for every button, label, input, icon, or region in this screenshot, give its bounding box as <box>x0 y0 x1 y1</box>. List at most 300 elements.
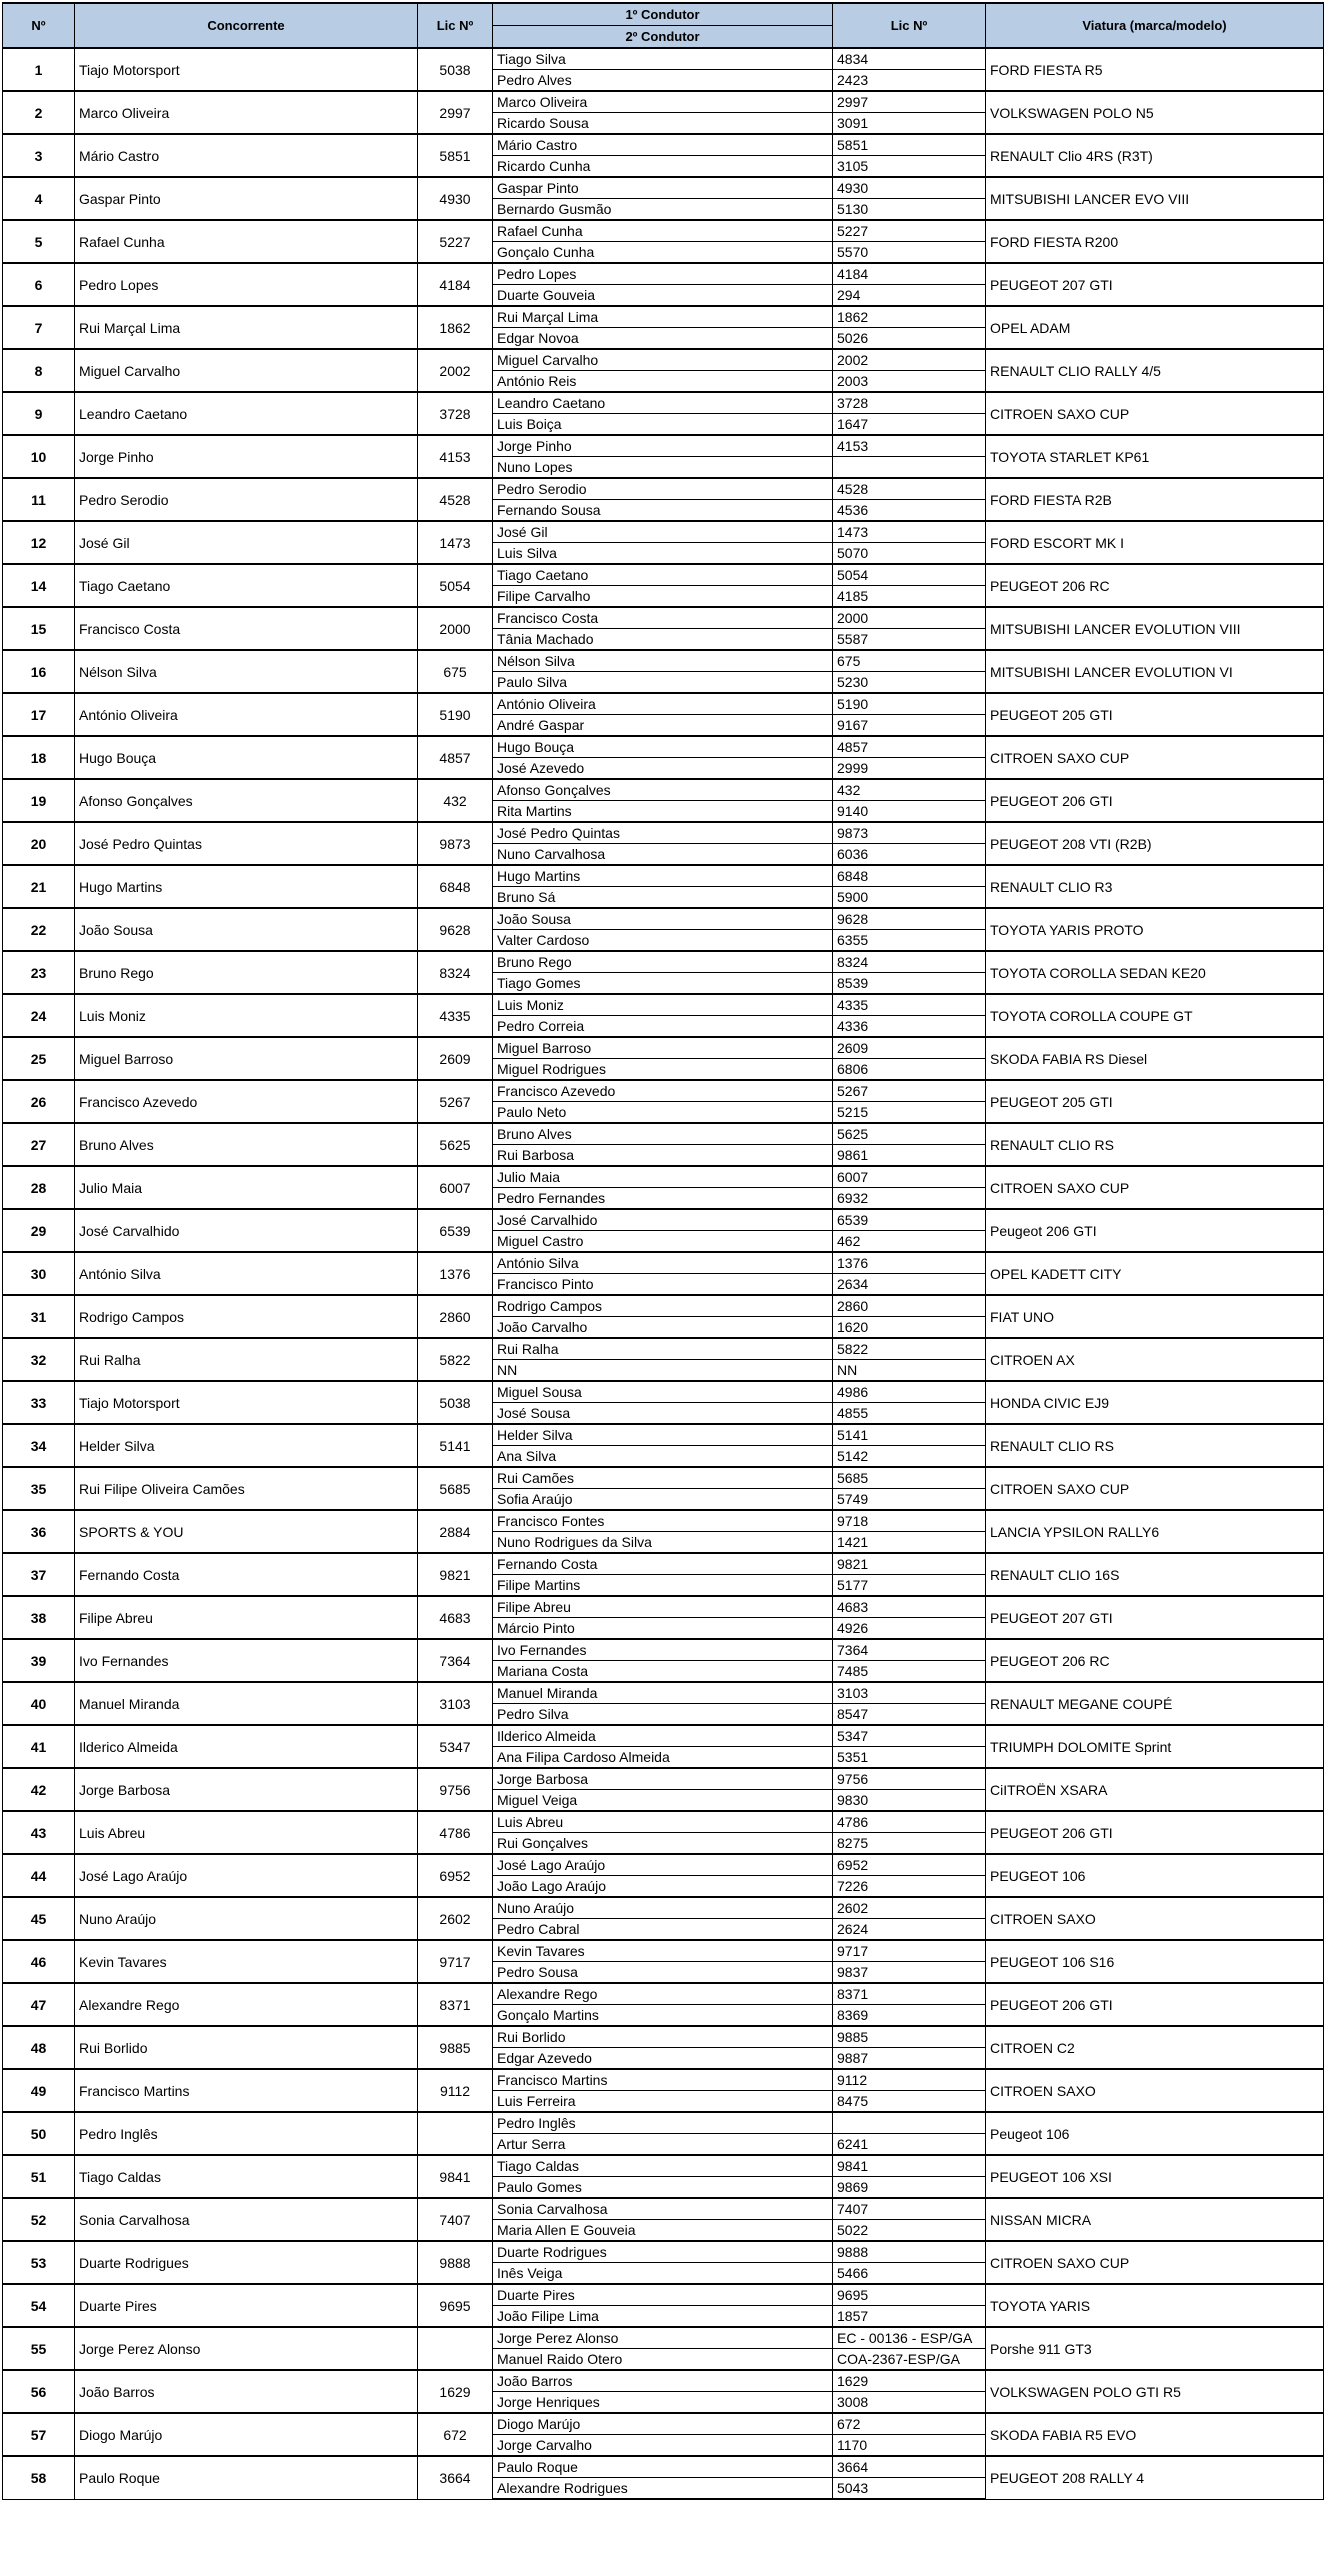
driver-2-name: Sofia Araújo <box>493 1489 833 1511</box>
driver-1-license: 9717 <box>833 1940 986 1962</box>
driver-1-name: José Lago Araújo <box>493 1854 833 1876</box>
competitor-name: Tiajo Motorsport <box>75 1381 418 1424</box>
competitor-name: José Gil <box>75 521 418 564</box>
driver-1-license: 9695 <box>833 2284 986 2306</box>
car-model: FORD FIESTA R2B <box>986 478 1324 521</box>
driver-2-license: 3105 <box>833 156 986 178</box>
competitor-name: Miguel Barroso <box>75 1037 418 1080</box>
driver-2-license: 9837 <box>833 1962 986 1984</box>
driver-1-name: Francisco Costa <box>493 607 833 629</box>
competitor-license: 5054 <box>418 564 493 607</box>
car-model: FORD FIESTA R200 <box>986 220 1324 263</box>
driver-1-license: 4930 <box>833 177 986 199</box>
driver-2-name: António Reis <box>493 371 833 393</box>
header-number: Nº <box>3 3 75 48</box>
table-row <box>3 1682 1324 1704</box>
table-row <box>3 1123 1324 1145</box>
driver-1-name: Pedro Inglês <box>493 2112 833 2134</box>
competitor-license: 9821 <box>418 1553 493 1596</box>
table-row <box>3 1725 1324 1747</box>
car-model: PEUGEOT 106 XSI <box>986 2155 1324 2198</box>
car-model: PEUGEOT 206 GTI <box>986 1983 1324 2026</box>
car-model: PEUGEOT 205 GTI <box>986 693 1324 736</box>
driver-1-license: 4335 <box>833 994 986 1016</box>
driver-1-license: 9873 <box>833 822 986 844</box>
competitor-name: Francisco Costa <box>75 607 418 650</box>
entry-number: 58 <box>3 2456 75 2499</box>
entry-number: 29 <box>3 1209 75 1252</box>
competitor-license: 9756 <box>418 1768 493 1811</box>
car-model: CITROEN C2 <box>986 2026 1324 2069</box>
driver-2-name: André Gaspar <box>493 715 833 737</box>
entry-number: 41 <box>3 1725 75 1768</box>
competitor-name: Nélson Silva <box>75 650 418 693</box>
driver-1-license: 1376 <box>833 1252 986 1274</box>
table-row <box>3 134 1324 156</box>
driver-2-name: Pedro Cabral <box>493 1919 833 1941</box>
entry-number: 30 <box>3 1252 75 1295</box>
table-row <box>3 779 1324 801</box>
driver-1-license: 675 <box>833 650 986 672</box>
header-competitor: Concorrente <box>75 3 418 48</box>
car-model: TOYOTA COROLLA COUPE GT <box>986 994 1324 1037</box>
competitor-license: 7364 <box>418 1639 493 1682</box>
entry-number: 32 <box>3 1338 75 1381</box>
driver-2-license: 8369 <box>833 2005 986 2027</box>
competitor-name: Jorge Barbosa <box>75 1768 418 1811</box>
table-row <box>3 2284 1324 2306</box>
entry-number: 31 <box>3 1295 75 1338</box>
driver-1-license: 4834 <box>833 48 986 70</box>
car-model: CITROEN SAXO CUP <box>986 1166 1324 1209</box>
table-row <box>3 693 1324 715</box>
driver-2-license: 2624 <box>833 1919 986 1941</box>
driver-2-license: 8547 <box>833 1704 986 1726</box>
competitor-license: 1376 <box>418 1252 493 1295</box>
header-driver-1: 1º Condutor <box>493 3 833 26</box>
driver-1-name: Miguel Barroso <box>493 1037 833 1059</box>
driver-2-name: Tânia Machado <box>493 629 833 651</box>
competitor-name: Luis Moniz <box>75 994 418 1037</box>
car-model: PEUGEOT 206 RC <box>986 564 1324 607</box>
driver-2-name: Rita Martins <box>493 801 833 823</box>
driver-2-license: 5351 <box>833 1747 986 1769</box>
car-model: TOYOTA YARIS <box>986 2284 1324 2327</box>
entry-number: 19 <box>3 779 75 822</box>
driver-1-name: Pedro Serodio <box>493 478 833 500</box>
driver-1-name: Bruno Alves <box>493 1123 833 1145</box>
driver-1-license: 8371 <box>833 1983 986 2005</box>
driver-2-license: 1421 <box>833 1532 986 1554</box>
driver-2-name: José Sousa <box>493 1403 833 1425</box>
driver-1-license: 5267 <box>833 1080 986 1102</box>
competitor-name: Rui Marçal Lima <box>75 306 418 349</box>
competitor-license: 5851 <box>418 134 493 177</box>
car-model: PEUGEOT 106 <box>986 1854 1324 1897</box>
table-row <box>3 2456 1324 2478</box>
competitor-license: 3728 <box>418 392 493 435</box>
driver-1-name: Afonso Gonçalves <box>493 779 833 801</box>
driver-2-name: Miguel Veiga <box>493 1790 833 1812</box>
driver-1-license: 9888 <box>833 2241 986 2263</box>
driver-2-name: Nuno Carvalhosa <box>493 844 833 866</box>
driver-2-name: Ana Silva <box>493 1446 833 1468</box>
car-model: CITROEN SAXO CUP <box>986 1467 1324 1510</box>
table-row <box>3 1811 1324 1833</box>
competitor-license: 2997 <box>418 91 493 134</box>
competitor-license: 3103 <box>418 1682 493 1725</box>
competitor-license: 4930 <box>418 177 493 220</box>
header-driver-2: 2º Condutor <box>493 26 833 49</box>
table-row <box>3 2069 1324 2091</box>
competitor-license: 1629 <box>418 2370 493 2413</box>
table-row <box>3 1639 1324 1661</box>
driver-1-name: Rui Camões <box>493 1467 833 1489</box>
competitor-license: 4528 <box>418 478 493 521</box>
competitor-license: 2602 <box>418 1897 493 1940</box>
entry-number: 1 <box>3 48 75 91</box>
table-row <box>3 951 1324 973</box>
competitor-license: 5347 <box>418 1725 493 1768</box>
competitor-license: 7407 <box>418 2198 493 2241</box>
competitor-license: 4184 <box>418 263 493 306</box>
driver-1-name: João Barros <box>493 2370 833 2392</box>
competitor-name: João Sousa <box>75 908 418 951</box>
competitor-name: Duarte Rodrigues <box>75 2241 418 2284</box>
table-row <box>3 48 1324 70</box>
car-model: RENAULT CLIO RALLY 4/5 <box>986 349 1324 392</box>
table-row <box>3 1768 1324 1790</box>
competitor-name: Paulo Roque <box>75 2456 418 2499</box>
driver-1-license: 9718 <box>833 1510 986 1532</box>
driver-2-name: Pedro Sousa <box>493 1962 833 1984</box>
driver-2-license: 1170 <box>833 2435 986 2457</box>
competitor-name: Bruno Rego <box>75 951 418 994</box>
competitor-license: 6539 <box>418 1209 493 1252</box>
competitor-name: Manuel Miranda <box>75 1682 418 1725</box>
table-row <box>3 1080 1324 1102</box>
competitor-license: 5038 <box>418 1381 493 1424</box>
entry-number: 9 <box>3 392 75 435</box>
table-row <box>3 1510 1324 1532</box>
driver-2-license: 4336 <box>833 1016 986 1038</box>
driver-2-license: 5587 <box>833 629 986 651</box>
driver-1-name: Rui Borlido <box>493 2026 833 2048</box>
competitor-license: 9841 <box>418 2155 493 2198</box>
car-model: PEUGEOT 206 GTI <box>986 1811 1324 1854</box>
competitor-license: 6952 <box>418 1854 493 1897</box>
driver-2-license: 9140 <box>833 801 986 823</box>
entry-number: 2 <box>3 91 75 134</box>
competitor-license: 6007 <box>418 1166 493 1209</box>
driver-1-license: 5054 <box>833 564 986 586</box>
car-model: VOLKSWAGEN POLO N5 <box>986 91 1324 134</box>
driver-1-name: Duarte Pires <box>493 2284 833 2306</box>
driver-1-name: Jorge Barbosa <box>493 1768 833 1790</box>
driver-2-name: Rui Gonçalves <box>493 1833 833 1855</box>
competitor-license: 9695 <box>418 2284 493 2327</box>
competitor-name: Fernando Costa <box>75 1553 418 1596</box>
car-model: CITROEN SAXO CUP <box>986 736 1324 779</box>
competitor-license: 5227 <box>418 220 493 263</box>
car-model: TOYOTA STARLET KP61 <box>986 435 1324 478</box>
driver-1-name: Francisco Azevedo <box>493 1080 833 1102</box>
competitor-name: Mário Castro <box>75 134 418 177</box>
driver-1-license: 4184 <box>833 263 986 285</box>
competitor-license: 4857 <box>418 736 493 779</box>
driver-2-license: 4926 <box>833 1618 986 1640</box>
table-row <box>3 1467 1324 1489</box>
entry-number: 14 <box>3 564 75 607</box>
driver-2-name: Márcio Pinto <box>493 1618 833 1640</box>
driver-2-name: João Lago Araújo <box>493 1876 833 1898</box>
car-model: SKODA FABIA RS Diesel <box>986 1037 1324 1080</box>
entry-number: 39 <box>3 1639 75 1682</box>
driver-1-license: 3728 <box>833 392 986 414</box>
driver-1-license: 3103 <box>833 1682 986 1704</box>
driver-1-name: Ilderico Almeida <box>493 1725 833 1747</box>
driver-2-license: 5215 <box>833 1102 986 1124</box>
driver-1-license: 4683 <box>833 1596 986 1618</box>
driver-1-name: Pedro Lopes <box>493 263 833 285</box>
driver-2-name: Manuel Raido Otero <box>493 2349 833 2371</box>
driver-1-license: 2860 <box>833 1295 986 1317</box>
car-model: PEUGEOT 206 GTI <box>986 779 1324 822</box>
driver-2-name: Paulo Silva <box>493 672 833 694</box>
driver-2-license: 4536 <box>833 500 986 522</box>
entry-number: 43 <box>3 1811 75 1854</box>
driver-1-name: Rui Ralha <box>493 1338 833 1360</box>
driver-1-license: 5190 <box>833 693 986 715</box>
competitor-name: Rui Filipe Oliveira Camões <box>75 1467 418 1510</box>
driver-1-name: Helder Silva <box>493 1424 833 1446</box>
driver-1-license: 5141 <box>833 1424 986 1446</box>
competitor-name: Hugo Martins <box>75 865 418 908</box>
driver-1-name: Diogo Marújo <box>493 2413 833 2435</box>
driver-1-license: EC - 00136 - ESP/GA <box>833 2327 986 2349</box>
entry-number: 40 <box>3 1682 75 1725</box>
driver-2-name: Duarte Gouveia <box>493 285 833 307</box>
driver-2-name: Luis Silva <box>493 543 833 565</box>
driver-2-name: Gonçalo Martins <box>493 2005 833 2027</box>
competitor-license: 5822 <box>418 1338 493 1381</box>
driver-2-license: 5749 <box>833 1489 986 1511</box>
driver-2-name: Luis Ferreira <box>493 2091 833 2113</box>
competitor-name: Rafael Cunha <box>75 220 418 263</box>
driver-1-license: 8324 <box>833 951 986 973</box>
table-row <box>3 1897 1324 1919</box>
competitor-name: Pedro Lopes <box>75 263 418 306</box>
table-row <box>3 1553 1324 1575</box>
competitor-license: 9112 <box>418 2069 493 2112</box>
car-model: SKODA FABIA R5 EVO <box>986 2413 1324 2456</box>
driver-1-license: 2000 <box>833 607 986 629</box>
car-model: MITSUBISHI LANCER EVOLUTION VIII <box>986 607 1324 650</box>
driver-1-name: João Sousa <box>493 908 833 930</box>
entry-number: 33 <box>3 1381 75 1424</box>
competitor-license: 2002 <box>418 349 493 392</box>
driver-2-name: Mariana Costa <box>493 1661 833 1683</box>
competitor-license: 2860 <box>418 1295 493 1338</box>
driver-2-license: 6036 <box>833 844 986 866</box>
car-model: PEUGEOT 106 S16 <box>986 1940 1324 1983</box>
driver-1-name: Rodrigo Campos <box>493 1295 833 1317</box>
competitor-license: 1862 <box>418 306 493 349</box>
entry-number: 37 <box>3 1553 75 1596</box>
car-model: PEUGEOT 206 RC <box>986 1639 1324 1682</box>
table-row <box>3 1338 1324 1360</box>
driver-2-name: Luis Boiça <box>493 414 833 436</box>
competitor-name: Diogo Marújo <box>75 2413 418 2456</box>
table-row <box>3 822 1324 844</box>
driver-1-name: Tiago Caetano <box>493 564 833 586</box>
competitor-name: José Pedro Quintas <box>75 822 418 865</box>
competitor-license: 5190 <box>418 693 493 736</box>
competitor-name: Sonia Carvalhosa <box>75 2198 418 2241</box>
table-row <box>3 2327 1324 2349</box>
driver-2-license: 9830 <box>833 1790 986 1812</box>
competitor-license: 9888 <box>418 2241 493 2284</box>
car-model: TOYOTA COROLLA SEDAN KE20 <box>986 951 1324 994</box>
entry-number: 55 <box>3 2327 75 2370</box>
driver-2-name: José Azevedo <box>493 758 833 780</box>
driver-1-license: 9628 <box>833 908 986 930</box>
driver-2-license: 6932 <box>833 1188 986 1210</box>
driver-1-license: 7364 <box>833 1639 986 1661</box>
driver-1-name: Rui Marçal Lima <box>493 306 833 328</box>
table-row <box>3 1037 1324 1059</box>
driver-1-name: Miguel Sousa <box>493 1381 833 1403</box>
driver-2-name: Pedro Silva <box>493 1704 833 1726</box>
competitor-license: 3664 <box>418 2456 493 2499</box>
entry-number: 53 <box>3 2241 75 2284</box>
driver-1-license: 5685 <box>833 1467 986 1489</box>
driver-1-license: 6952 <box>833 1854 986 1876</box>
car-model: Porshe 911 GT3 <box>986 2327 1324 2370</box>
car-model: OPEL KADETT CITY <box>986 1252 1324 1295</box>
driver-2-license: 5900 <box>833 887 986 909</box>
entry-number: 26 <box>3 1080 75 1123</box>
driver-1-license: 9841 <box>833 2155 986 2177</box>
driver-1-name: José Carvalhido <box>493 1209 833 1231</box>
table-row <box>3 1252 1324 1274</box>
competitor-license: 2884 <box>418 1510 493 1553</box>
header-driver-license: Lic Nº <box>833 3 986 48</box>
table-row <box>3 2198 1324 2220</box>
car-model: FORD FIESTA R5 <box>986 48 1324 91</box>
competitor-license: 8371 <box>418 1983 493 2026</box>
competitor-name: Rui Ralha <box>75 1338 418 1381</box>
entry-number: 49 <box>3 2069 75 2112</box>
driver-2-name: Miguel Castro <box>493 1231 833 1253</box>
driver-1-name: Marco Oliveira <box>493 91 833 113</box>
competitor-name: José Carvalhido <box>75 1209 418 1252</box>
driver-2-license: 7226 <box>833 1876 986 1898</box>
driver-1-license <box>833 2112 986 2134</box>
table-row <box>3 521 1324 543</box>
driver-1-license: 2602 <box>833 1897 986 1919</box>
competitor-name: Afonso Gonçalves <box>75 779 418 822</box>
entry-number: 12 <box>3 521 75 564</box>
driver-2-name: Paulo Gomes <box>493 2177 833 2199</box>
competitor-license: 9628 <box>418 908 493 951</box>
driver-2-name: Paulo Neto <box>493 1102 833 1124</box>
competitor-name: António Silva <box>75 1252 418 1295</box>
competitor-name: Duarte Pires <box>75 2284 418 2327</box>
entry-number: 52 <box>3 2198 75 2241</box>
driver-2-name: Jorge Henriques <box>493 2392 833 2414</box>
competitor-name: Kevin Tavares <box>75 1940 418 1983</box>
driver-2-license: 1620 <box>833 1317 986 1339</box>
table-row <box>3 1940 1324 1962</box>
driver-1-name: Julio Maia <box>493 1166 833 1188</box>
entry-number: 18 <box>3 736 75 779</box>
driver-1-license: 1473 <box>833 521 986 543</box>
driver-1-license: 5227 <box>833 220 986 242</box>
entry-number: 50 <box>3 2112 75 2155</box>
competitor-name: Bruno Alves <box>75 1123 418 1166</box>
car-model: CITROEN SAXO CUP <box>986 2241 1324 2284</box>
driver-1-name: Mário Castro <box>493 134 833 156</box>
entry-number: 3 <box>3 134 75 177</box>
competitor-license: 4153 <box>418 435 493 478</box>
driver-1-license: 9756 <box>833 1768 986 1790</box>
entry-number: 57 <box>3 2413 75 2456</box>
driver-1-name: Luis Moniz <box>493 994 833 1016</box>
competitor-name: Marco Oliveira <box>75 91 418 134</box>
car-model: PEUGEOT 208 VTI (R2B) <box>986 822 1324 865</box>
table-row <box>3 435 1324 457</box>
driver-2-name: Fernando Sousa <box>493 500 833 522</box>
competitor-name: Jorge Pinho <box>75 435 418 478</box>
driver-2-license: 1647 <box>833 414 986 436</box>
table-row <box>3 2026 1324 2048</box>
header-license: Lic Nº <box>418 3 493 48</box>
driver-1-name: António Silva <box>493 1252 833 1274</box>
driver-2-name: Bruno Sá <box>493 887 833 909</box>
competitor-license: 9717 <box>418 1940 493 1983</box>
driver-1-name: José Pedro Quintas <box>493 822 833 844</box>
driver-2-license: 8275 <box>833 1833 986 1855</box>
table-row <box>3 177 1324 199</box>
driver-1-license: 5822 <box>833 1338 986 1360</box>
table-row <box>3 91 1324 113</box>
competitor-license: 5141 <box>418 1424 493 1467</box>
driver-1-name: José Gil <box>493 521 833 543</box>
table-row <box>3 349 1324 371</box>
entry-number: 15 <box>3 607 75 650</box>
table-row <box>3 865 1324 887</box>
driver-2-license: 5570 <box>833 242 986 264</box>
driver-1-license: 7407 <box>833 2198 986 2220</box>
driver-1-name: Jorge Pinho <box>493 435 833 457</box>
driver-2-license: 7485 <box>833 1661 986 1683</box>
driver-2-license: 4855 <box>833 1403 986 1425</box>
table-header <box>3 3 1324 48</box>
car-model: FORD ESCORT MK I <box>986 521 1324 564</box>
entry-number: 21 <box>3 865 75 908</box>
competitor-name: Rodrigo Campos <box>75 1295 418 1338</box>
competitor-license: 4335 <box>418 994 493 1037</box>
driver-1-name: Gaspar Pinto <box>493 177 833 199</box>
driver-2-license: 8539 <box>833 973 986 995</box>
driver-2-license: 9861 <box>833 1145 986 1167</box>
driver-1-license: 9885 <box>833 2026 986 2048</box>
competitor-name: José Lago Araújo <box>75 1854 418 1897</box>
driver-2-name: Ana Filipa Cardoso Almeida <box>493 1747 833 1769</box>
driver-2-license: 5026 <box>833 328 986 350</box>
car-model: NISSAN MICRA <box>986 2198 1324 2241</box>
